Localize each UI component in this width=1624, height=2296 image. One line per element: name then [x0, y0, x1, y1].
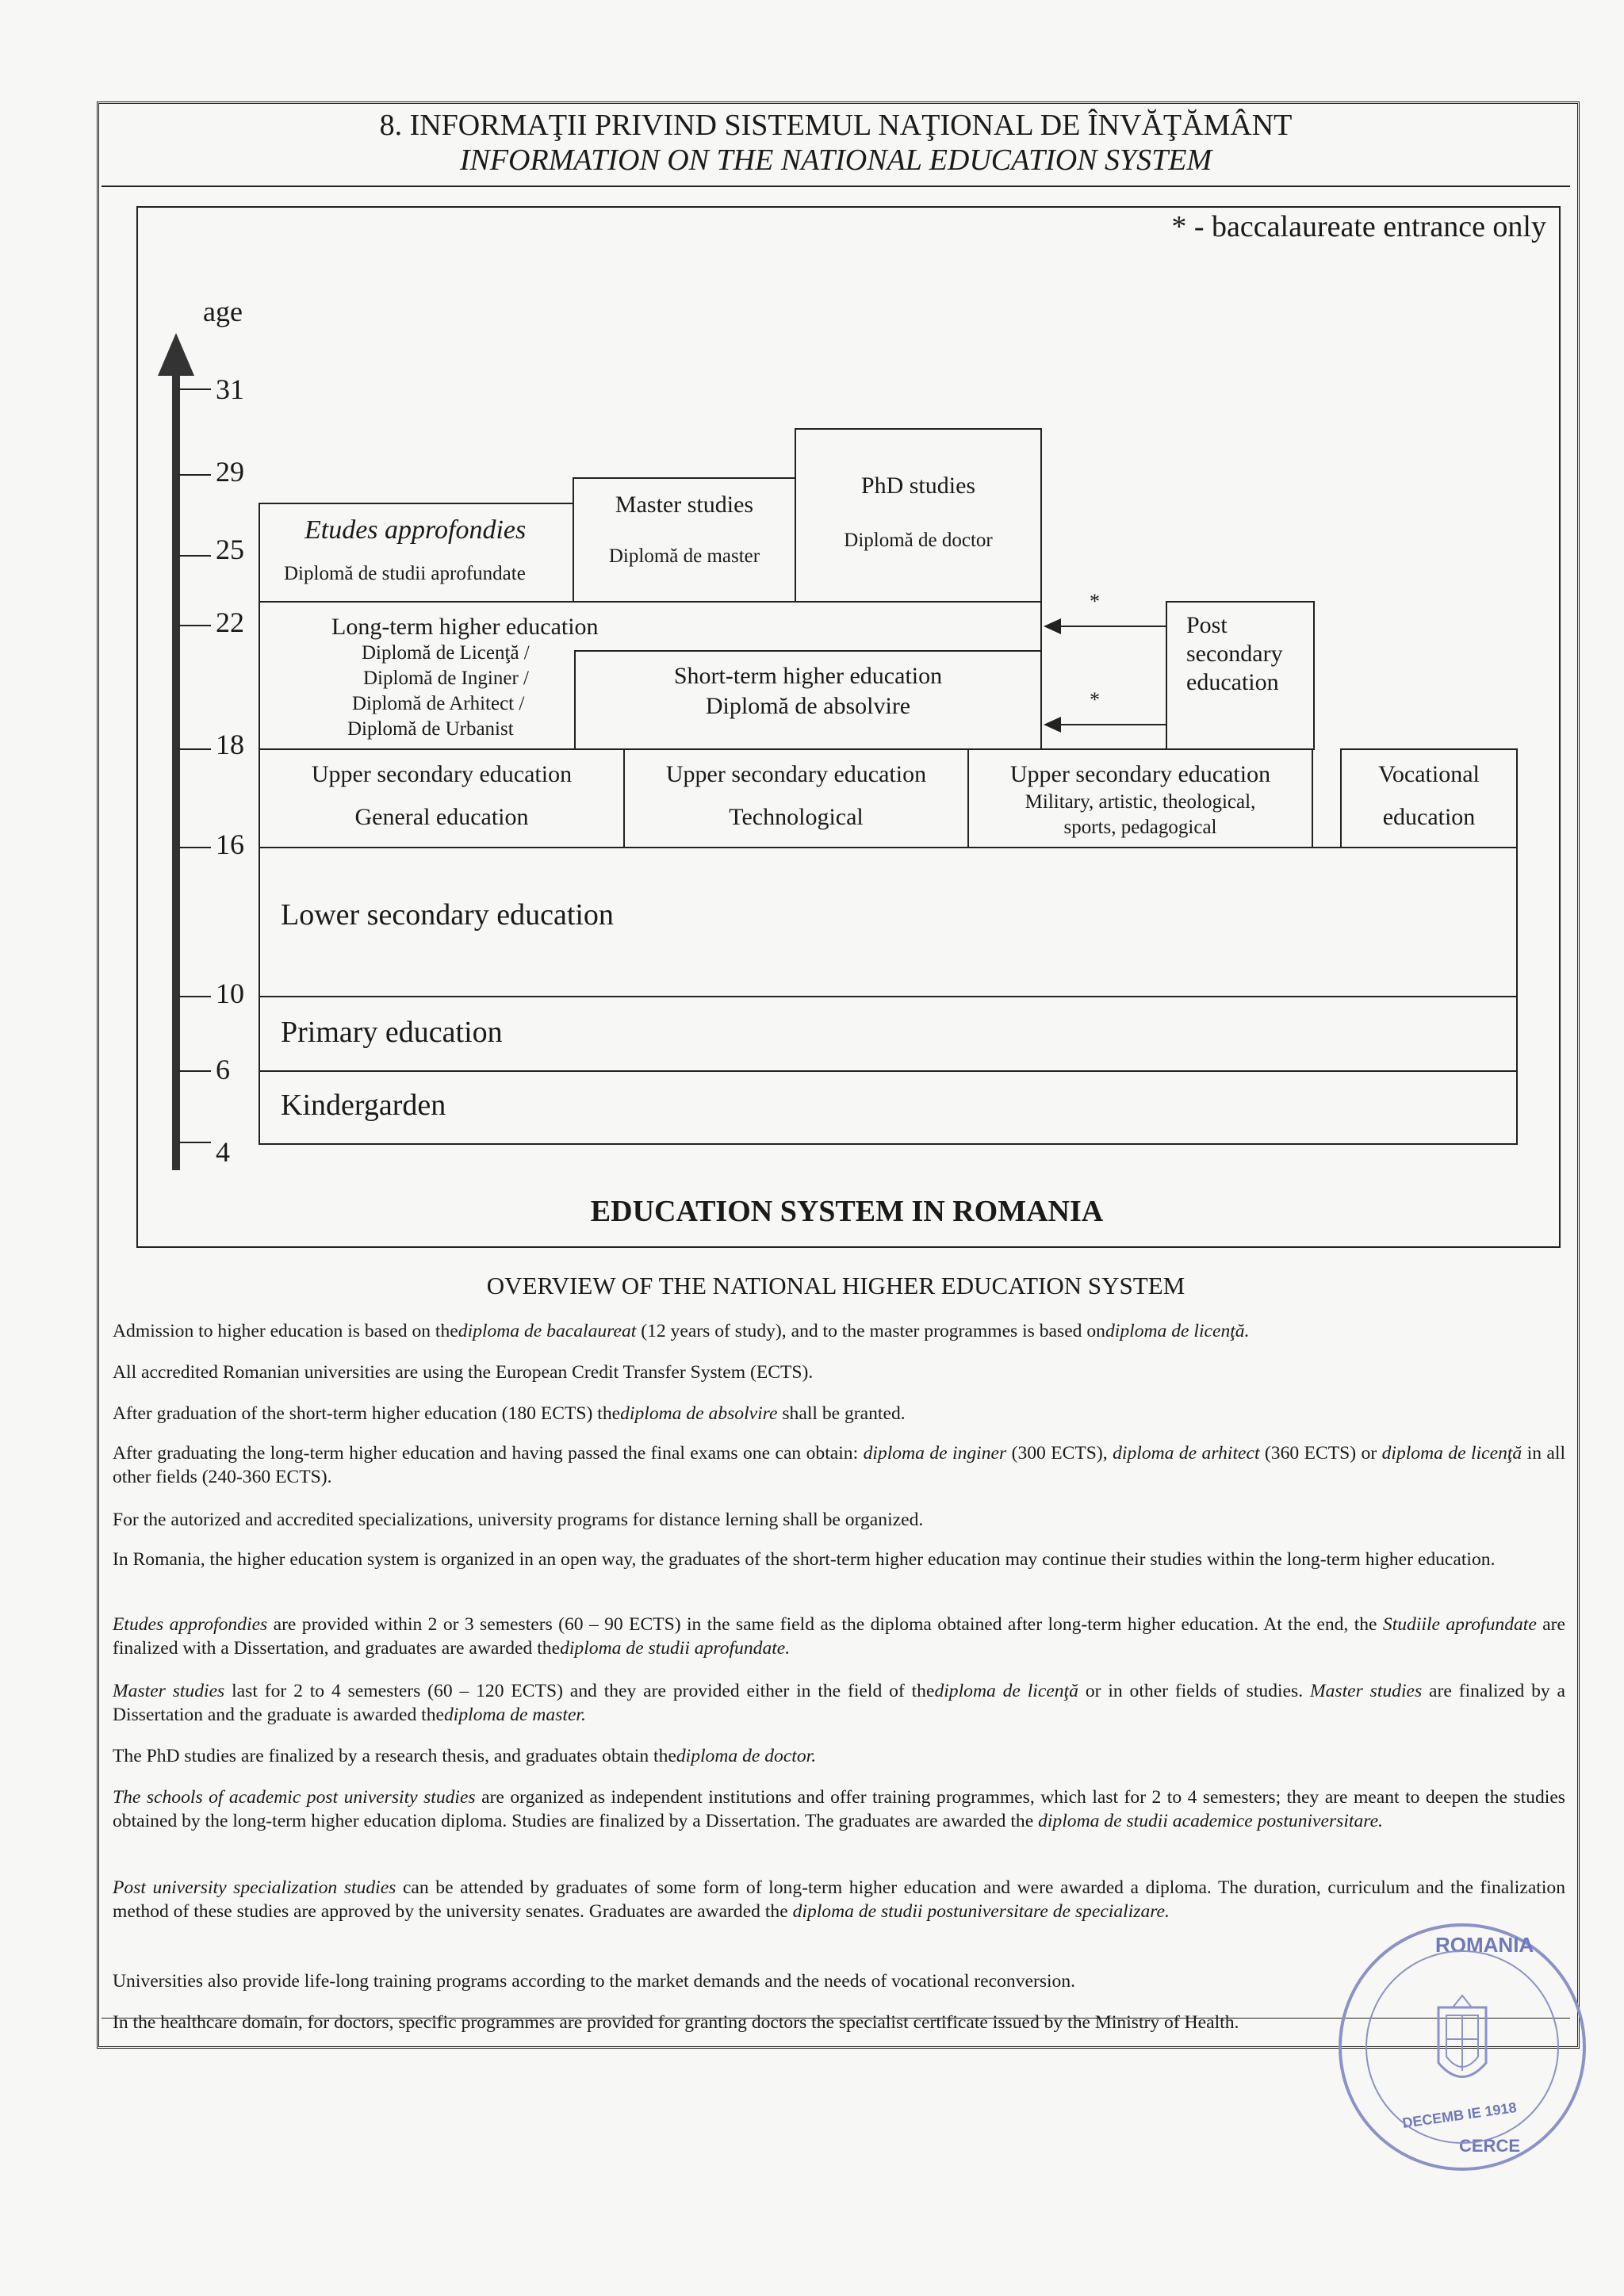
text: The PhD studies are finalized by a research thesis, and graduates obtain the: [113, 1746, 676, 1766]
age-tick-label: 6: [216, 1054, 230, 1085]
paragraph-etudes: [113, 1613, 1565, 1660]
text: (300 ECTS),: [1006, 1443, 1113, 1464]
short-term-title: Short-term higher education: [673, 663, 943, 689]
age-tick-label: 22: [216, 607, 244, 638]
text: diploma de licenţă: [934, 1681, 1078, 1701]
tick-22: [179, 625, 211, 626]
short-term-diploma: Diplomă de absolvire: [705, 693, 911, 719]
text: diploma de studii postuniversitare de specializare.: [792, 1901, 1170, 1922]
stamp-inner-ring: [1365, 1950, 1559, 2144]
arrow-line-upper: [1058, 626, 1166, 627]
text: Admission to higher education is based on the: [113, 1321, 458, 1341]
text: The schools of academic post university studies: [113, 1787, 476, 1808]
text: diploma de doctor.: [676, 1746, 817, 1766]
baccalaureate-star: *: [1090, 590, 1100, 613]
text: Post university specialization studies: [113, 1877, 396, 1898]
master-title: Master studies: [615, 492, 754, 518]
etudes-diploma: Diplomă de studii aprofundate: [284, 563, 526, 584]
kindergarden-box: [259, 1070, 1518, 1145]
age-axis-arrow-icon: [158, 333, 194, 376]
long-term-title: Long-term higher education: [331, 614, 599, 640]
age-tick-label: 16: [216, 828, 244, 860]
text: diploma de studii aprofundate.: [560, 1638, 791, 1659]
age-tick-label: 4: [216, 1136, 230, 1168]
long-term-diploma: Diplomă de Arhitect /: [352, 693, 525, 714]
paragraph-ects: All accredited Romanian universities are using the European Credit Transfer System (ECTS).: [113, 1362, 814, 1383]
text: diploma de absolvire: [620, 1403, 778, 1424]
arrow-line-lower: [1058, 724, 1166, 725]
header-divider: [102, 186, 1570, 187]
text: diploma de licenţă: [1381, 1443, 1522, 1464]
text: diploma de bacalaureat: [458, 1321, 637, 1341]
text: (360 ECTS) or: [1259, 1443, 1382, 1464]
tick-18: [179, 748, 211, 750]
primary-label: Primary education: [281, 1016, 503, 1049]
paragraph-master: [113, 1679, 1565, 1727]
text: Master studies: [1309, 1681, 1423, 1701]
long-term-diploma: Diplomă de Licenţă /: [362, 642, 530, 664]
tick-31: [179, 388, 211, 390]
text: in all other fields (240-360 ECTS).: [113, 1443, 1565, 1487]
tick-6: [179, 1070, 211, 1072]
text: Etudes approfondies: [113, 1614, 268, 1635]
post-secondary-label: education: [1186, 669, 1279, 695]
vocational-box: [1340, 748, 1518, 848]
text: diploma de master.: [443, 1705, 586, 1725]
upper-secondary-military-box: [967, 748, 1313, 848]
tick-4: [179, 1142, 211, 1143]
text: or in other fields of studies.: [1078, 1681, 1310, 1701]
paragraph-phd: [113, 1744, 1565, 1768]
text: After graduating the long-term higher education and having passed the final exams one can obtain:: [113, 1443, 864, 1464]
text: are provided within 2 or 3 semesters (60 – 90 ECTS) in the same field as the diploma obtained after long-term higher education. At the end, the: [267, 1614, 1383, 1635]
age-tick-label: 18: [216, 729, 244, 760]
paragraph-post-university-schools: [113, 1785, 1565, 1833]
paragraph-lifelong: Universities also provide life-long training programs according to the market demands and the needs of vocational reconversion.: [113, 1971, 1076, 1992]
paragraph-distance-learning: For the autorized and accredited specializations, university programs for distance lerning shall be organized.: [113, 1510, 924, 1530]
lower-secondary-label: Lower secondary education: [281, 898, 614, 932]
upper-mil-sub1: Military, artistic, theological,: [1025, 791, 1256, 813]
post-secondary-label: Post: [1186, 612, 1228, 638]
stamp-text: ROMANIA: [1435, 1933, 1534, 1957]
stamp-text: CERCE: [1459, 2136, 1521, 2156]
text: After graduation of the short-term higher education (180 ECTS) the: [113, 1403, 621, 1424]
overview-title: OVERVIEW OF THE NATIONAL HIGHER EDUCATION SYSTEM: [486, 1272, 1185, 1299]
kindergarden-label: Kindergarden: [281, 1089, 446, 1122]
coat-of-arms-icon: [1367, 1952, 1557, 2142]
tick-16: [179, 847, 211, 848]
age-axis: [172, 373, 180, 1170]
long-term-diploma: Diplomă de Urbanist: [347, 718, 514, 740]
arrow-left-icon: [1044, 618, 1061, 634]
stamp-text: DECEMB IE 1918: [1401, 2099, 1518, 2132]
baccalaureate-star: *: [1090, 688, 1100, 711]
vocational-title: Vocational: [1378, 761, 1480, 787]
paragraph-admission: [113, 1319, 1565, 1343]
paragraph-long-term: [113, 1441, 1565, 1489]
master-studies-box: [573, 477, 796, 603]
paragraph-short-term: [113, 1402, 1565, 1425]
section-title-en: INFORMATION ON THE NATIONAL EDUCATION SYSTEM: [459, 144, 1212, 177]
upper-tech-sub: Technological: [729, 804, 864, 830]
text: are organized as independent institutions and offer training programmes, which last for 2 to 4 semesters; they are meant to deepen the studies obtained by the long-term higher education diploma. Studies are finalized by a Dissertation. The graduates are awarded the: [113, 1787, 1565, 1831]
tick-29: [179, 474, 211, 476]
text: are finalized with a Dissertation, and graduates are awarded the: [113, 1614, 1565, 1659]
upper-tech-title: Upper secondary education: [665, 761, 927, 787]
paragraph-healthcare: In the healthcare domain, for doctors, specific programmes are provided for granting doctors the specialist certificate issued by the Ministry of Health.: [113, 2012, 1239, 2033]
upper-general-sub: General education: [354, 804, 529, 830]
primary-box: [259, 996, 1518, 1072]
phd-diploma: Diplomă de doctor: [844, 530, 993, 551]
phd-title: PhD studies: [860, 473, 976, 499]
text: diploma de studii academice postuniversitare.: [1038, 1811, 1383, 1831]
age-tick-label: 31: [216, 373, 244, 405]
post-secondary-label: secondary: [1186, 641, 1283, 667]
baccalaureate-note: * - baccalaureate entrance only: [1171, 210, 1546, 243]
upper-secondary-general-box: [259, 748, 625, 848]
text: (12 years of study), and to the master programmes is based on: [636, 1321, 1105, 1341]
short-term-higher-box: [574, 650, 1042, 750]
phd-studies-box: [795, 428, 1042, 603]
tick-25: [179, 555, 211, 557]
text: are finalized by a Dissertation and the graduate is awarded the: [113, 1681, 1566, 1725]
text: Master studies: [113, 1681, 225, 1701]
text: last for 2 to 4 semesters (60 – 120 ECTS) and they are provided either in the field of the: [224, 1681, 935, 1701]
upper-general-title: Upper secondary education: [311, 761, 573, 787]
vocational-sub: education: [1382, 804, 1476, 830]
upper-mil-title: Upper secondary education: [1009, 761, 1271, 787]
upper-secondary-tech-box: [623, 748, 969, 848]
text: shall be granted.: [777, 1403, 906, 1424]
paragraph-open-system: In Romania, the higher education system is organized in an open way, the graduates of the short-term higher education may continue their studies within the long-term higher education.: [113, 1549, 1496, 1570]
etudes-approfondies-box: [259, 503, 574, 603]
section-title-ro: 8. INFORMAŢII PRIVIND SISTEMUL NAŢIONAL DE ÎNVĂŢĂMÂNT: [379, 109, 1293, 142]
text: Studiile aprofundate: [1382, 1614, 1537, 1635]
paragraph-specialization: [113, 1876, 1565, 1923]
arrow-left-icon: [1044, 717, 1061, 733]
upper-mil-sub2: sports, pedagogical: [1063, 817, 1217, 838]
age-tick-label: 29: [216, 456, 244, 488]
etudes-title: Etudes approfondies: [304, 515, 527, 545]
diagram-caption: EDUCATION SYSTEM IN ROMANIA: [590, 1195, 1104, 1228]
age-tick-label: 10: [216, 978, 244, 1009]
text: diploma de licenţă.: [1105, 1321, 1250, 1341]
master-diploma: Diplomă de master: [608, 545, 760, 567]
tick-10: [179, 996, 211, 997]
long-term-diploma: Diplomă de Inginer /: [363, 668, 529, 689]
post-secondary-box: [1166, 601, 1315, 750]
text: diploma de arhitect: [1113, 1443, 1260, 1464]
text: diploma de inginer: [863, 1443, 1007, 1464]
age-tick-label: 25: [216, 534, 244, 565]
lower-secondary-box: [259, 847, 1518, 997]
age-axis-label: age: [203, 296, 243, 327]
text: can be attended by graduates of some form of long-term higher education and were awarded a diploma. The duration, curriculum and the finalization method of these studies are approved by the university senates. Graduates are awarded the: [113, 1877, 1565, 1922]
